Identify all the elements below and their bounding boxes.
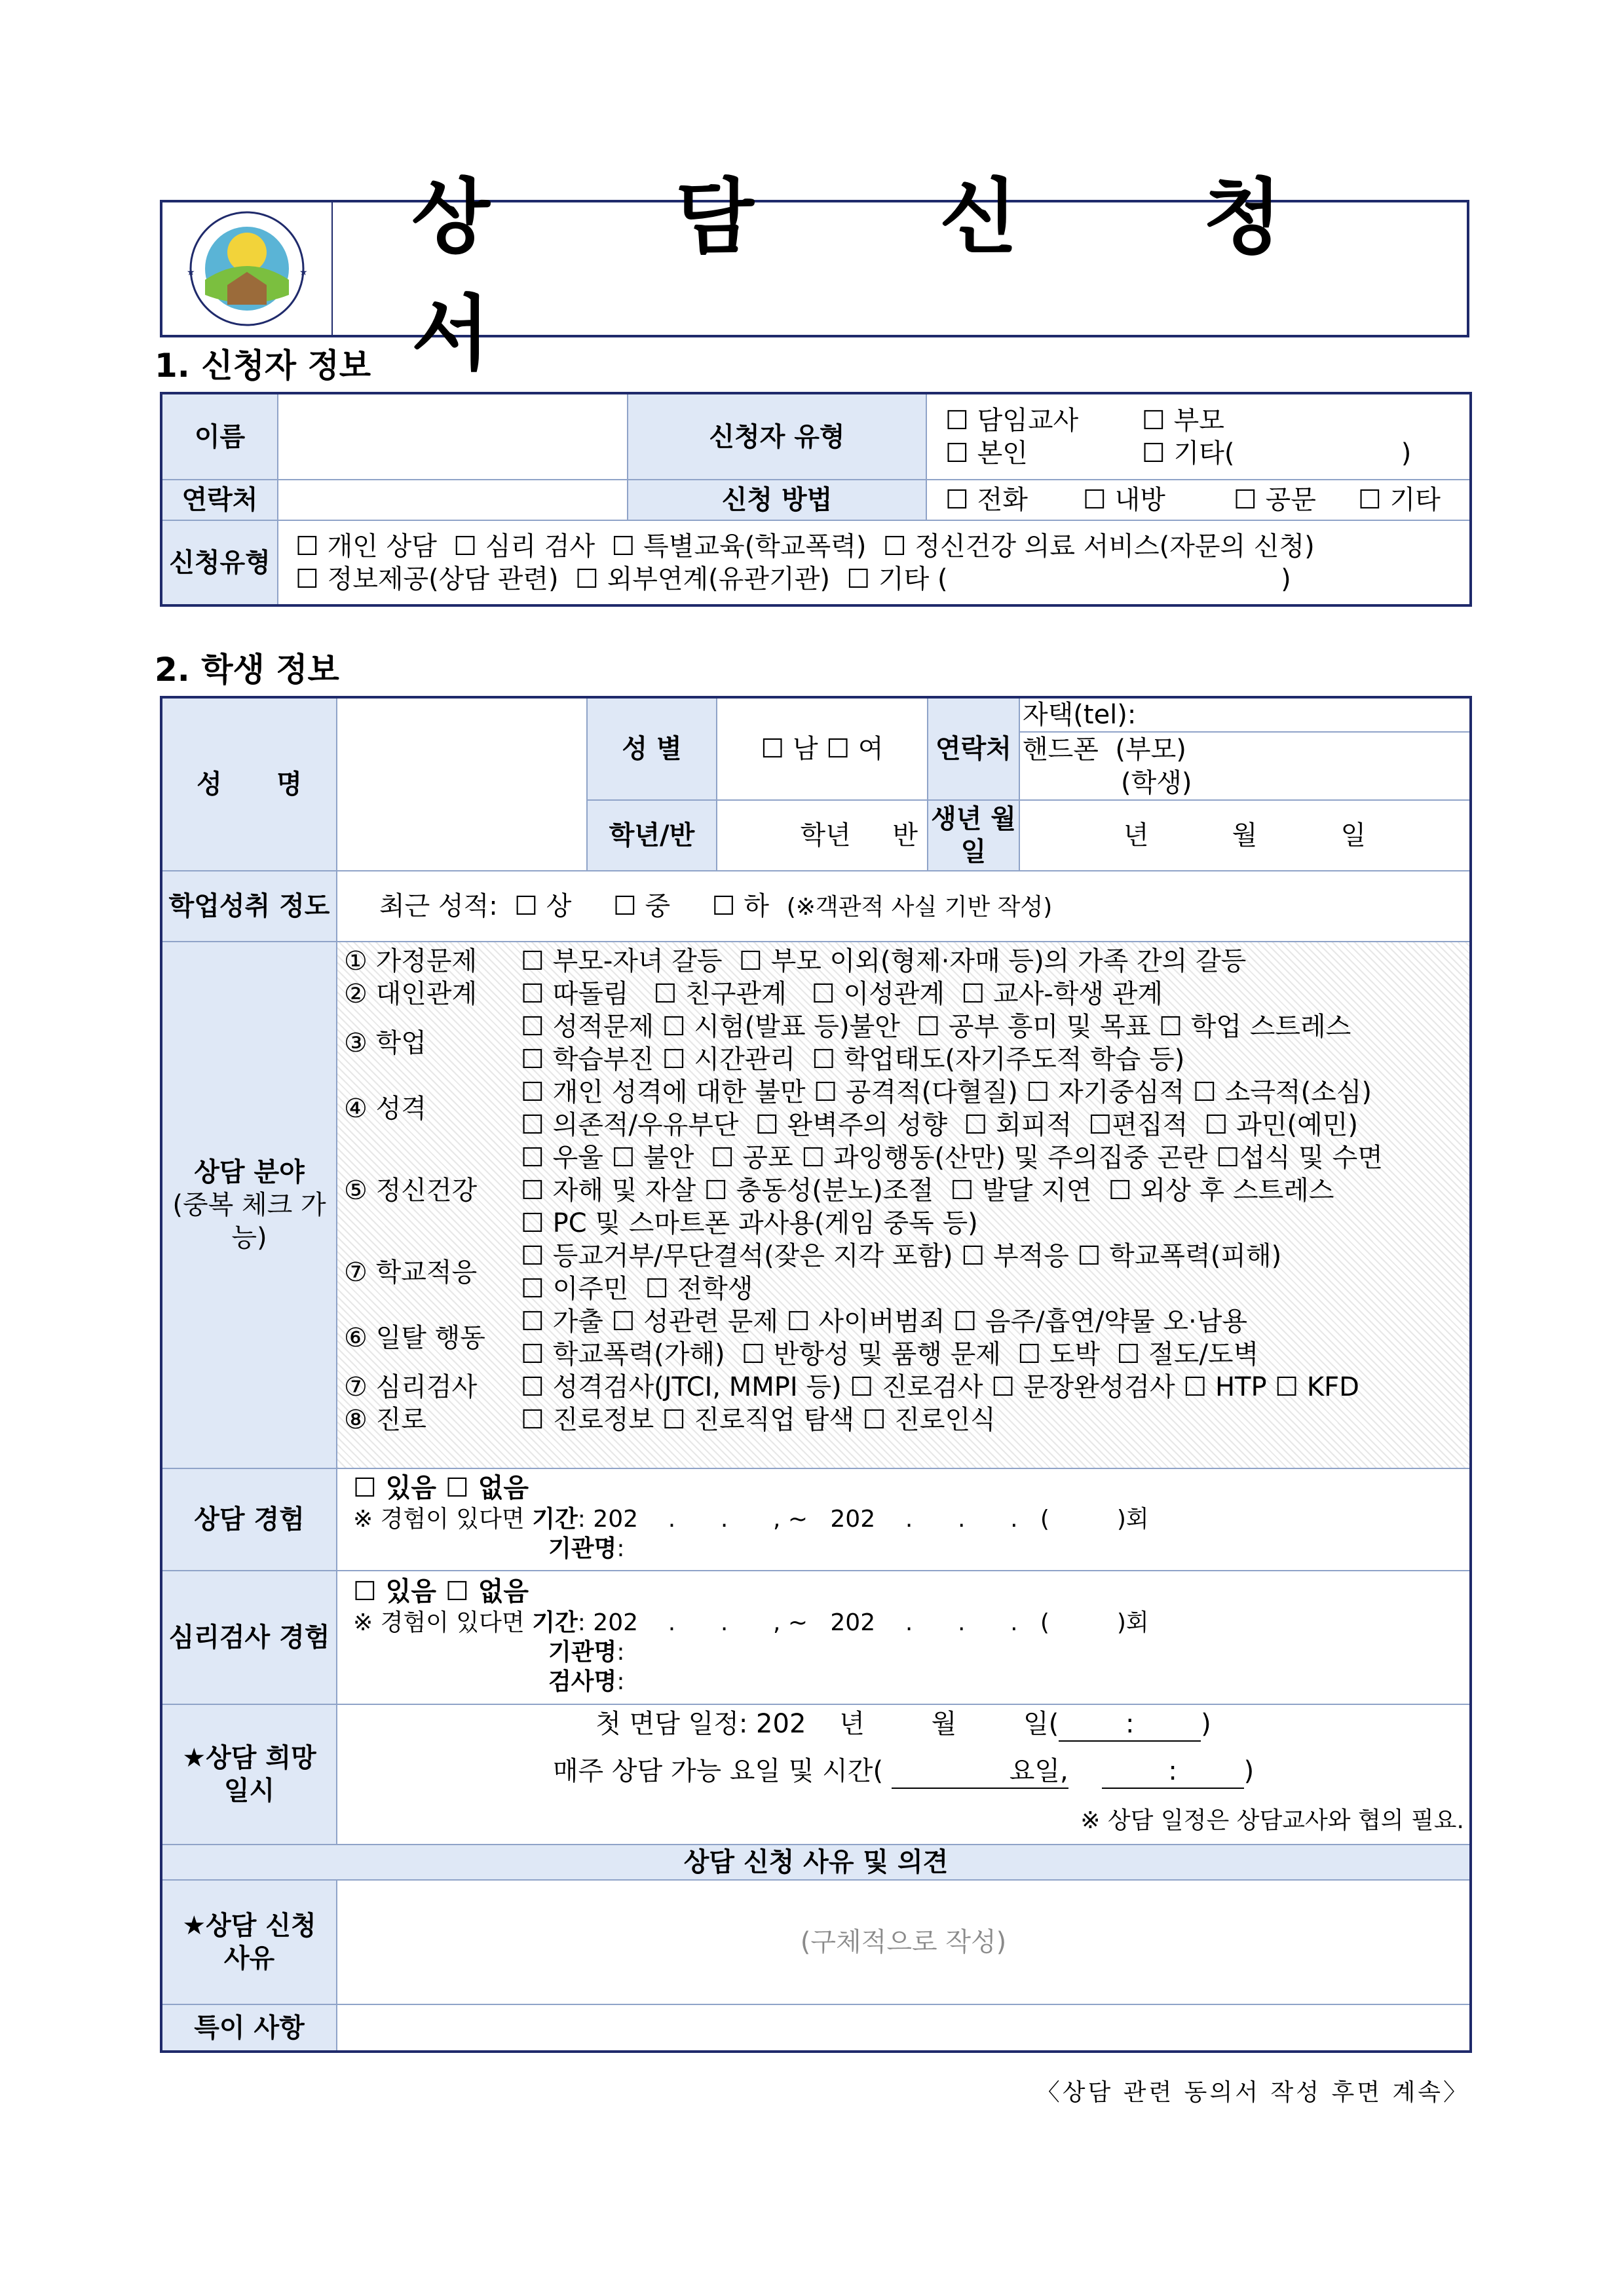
counseling-field-checkbox-line[interactable]: ☐ 학습부진 ☐ 시간관리 ☐ 학업태도(자기주도적 학습 등) [521,1044,1185,1075]
counseling-field-options-group [521,1371,1469,1404]
checkbox-visit[interactable]: ☐ 내방 [1083,485,1165,515]
psych-exp-period[interactable]: ※ 경험이 있다면 기간: 202 . . , ~ 202 . . . ( )회 [353,1609,1149,1636]
request-type-row2[interactable]: ☐ 정보제공(상담 관련) ☐ 외부연계(유관기관) ☐ 기타 ( ) [295,564,1291,594]
counseling-field-options-group [521,1305,1469,1371]
request-type-row1[interactable]: ☐ 개인 상담 ☐ 심리 검사 ☐ 특별교육(학교폭력) ☐ 정신건강 의료 서비스(자문의 신청) [295,531,1315,562]
student-name-label: 성 명 [161,697,337,871]
student-info-table [160,696,1472,2053]
schedule-label: ★상담 희망 일시 [161,1704,337,1845]
counseling-field-checkbox-line[interactable]: ☐ 등교거부/무단결석(잦은 지각 포함) ☐ 부적응 ☐ 학교폭력(피해) [521,1241,1282,1271]
applicant-contact-field[interactable] [278,480,628,520]
counsel-exp-label: 상담 경험 [161,1468,337,1571]
request-type-options [278,520,1471,605]
counseling-field-options-group [521,1141,1469,1240]
counseling-field-checkbox-line[interactable]: ☐ 개인 성격에 대한 불만 ☐ 공격적(다혈질) ☐ 자기중심적 ☐ 소극적(소심) [521,1077,1372,1107]
grade-class-field[interactable]: 학년 반 [717,800,928,871]
counseling-field-options-group [521,945,1469,978]
counseling-field-options-group [521,1076,1469,1141]
applicant-info-table [160,392,1472,607]
weekly-availability-row[interactable]: 매주 상담 가능 요일 및 시간( 요일, : ) [343,1755,1464,1789]
request-method-options [926,480,1471,520]
checkbox-parent[interactable]: ☐ 부모 [1142,405,1224,436]
special-notes-field[interactable] [337,2004,1471,2052]
counseling-field-checkbox-line[interactable]: ☐ 성격검사(JTCI, MMPI 등) ☐ 진로검사 ☐ 문장완성검사 ☐ HTP ☐ KFD [521,1372,1359,1402]
request-method-label: 신청 방법 [628,480,926,520]
achievement-label: 학업성취 정도 [161,871,337,942]
counseling-field-options [337,942,1471,1468]
student-name-field[interactable] [337,697,587,871]
schedule-block [337,1704,1471,1845]
reason-field[interactable]: (구체적으로 작성) [337,1880,1471,2004]
home-phone-field[interactable]: 자택(tel): [1019,697,1471,732]
counseling-field-checkbox-line[interactable]: ☐ 부모-자녀 갈등 ☐ 부모 이외(형제·자매 등)의 가족 간의 갈등 [521,946,1247,976]
svg-text:★: ★ [299,267,308,278]
reason-label: ★상담 신청 사유 [161,1880,337,2004]
psych-exp-label: 심리검사 경험 [161,1571,337,1704]
counseling-field-category: ④ 성격 [344,1094,426,1124]
counseling-field-category: ③ 학업 [344,1028,426,1058]
schedule-note: ※ 상담 일정은 상담교사와 협의 필요. [1080,1807,1464,1834]
birthdate-field[interactable]: 년 월 일 [1019,800,1471,871]
checkbox-official-letter[interactable]: ☐ 공문 [1234,485,1316,515]
counseling-field-category: ⑦ 학교적응 [344,1257,478,1288]
special-notes-label: 특이 사항 [161,2004,337,2052]
counseling-field-checkbox-line[interactable]: ☐ 우울 ☐ 불안 ☐ 공포 ☐ 과잉행동(산만) 및 주의집중 곤란 ☐섭식 및 수면 [521,1143,1383,1173]
counseling-field-title: 상담 분야 [194,1157,305,1187]
counseling-field-category: ⑧ 진로 [344,1405,426,1435]
counseling-field-checkbox-line[interactable]: ☐ 진로정보 ☐ 진로직업 탐색 ☐ 진로인식 [521,1405,996,1435]
gender-label: 성 별 [587,697,717,800]
counsel-exp-block [337,1468,1471,1571]
psych-exp-yesno[interactable]: ☐ 있음 ☐ 없음 [353,1577,529,1607]
parent-mobile-field[interactable]: 핸드폰 (부모) [1019,732,1471,766]
achievement-grade-checkboxes[interactable]: 최근 성적: ☐ 상 ☐ 중 ☐ 하 [379,891,769,921]
applicant-name-field[interactable] [278,393,628,480]
applicant-type-label: 신청자 유형 [628,393,926,480]
counseling-field-options-group [521,978,1469,1010]
checkbox-homeroom-teacher[interactable]: ☐ 담임교사 [945,405,1079,436]
psych-exp-agency[interactable]: 기관명: [548,1639,625,1666]
counseling-field-checkbox-line[interactable]: ☐ 의존적/우유부단 ☐ 완벽주의 성향 ☐ 회피적 ☐편집적 ☐ 과민(예민) [521,1110,1358,1140]
counseling-field-row [344,1404,1469,1436]
counseling-field-category: ① 가정문제 [344,946,478,976]
counsel-exp-agency[interactable]: 기관명: [548,1535,625,1562]
applicant-contact-label: 연락처 [161,480,278,520]
counseling-field-row [344,1141,1469,1240]
title-cell [333,170,1467,381]
counseling-field-category: ⑥ 일탈 행동 [344,1323,485,1353]
counseling-field-sublabel: (중복 체크 가능) [172,1190,326,1253]
psych-exp-test-name[interactable]: 검사명: [548,1668,625,1695]
counseling-field-options-group [521,1240,1469,1305]
student-mobile-field[interactable]: (학생) [1019,766,1471,800]
counseling-field-checkbox-line[interactable]: ☐ PC 및 스마트폰 과사용(게임 중독 등) [521,1208,978,1238]
first-meeting-row[interactable]: 첫 면담 일정: 202 년 월 일( : ) [343,1708,1464,1742]
counseling-field-checkbox-line[interactable]: ☐ 따돌림 ☐ 친구관계 ☐ 이성관계 ☐ 교사-학생 관계 [521,979,1163,1009]
reason-section-header: 상담 신청 사유 및 의견 [161,1845,1471,1880]
counseling-field-row [344,945,1469,978]
counseling-field-options-group [521,1404,1469,1436]
footer-note: 〈상담 관련 동의서 작성 후면 계속〉 [1036,2079,1469,2106]
counseling-field-checkbox-line[interactable]: ☐ 가출 ☐ 성관련 문제 ☐ 사이버범죄 ☐ 음주/흡연/약물 오·남용 [521,1307,1247,1337]
request-type-label: 신청유형 [161,520,278,605]
counseling-field-checkbox-line[interactable]: ☐ 성적문제 ☐ 시험(발표 등)불안 ☐ 공부 흥미 및 목표 ☐ 학업 스트레스 [521,1012,1351,1042]
counseling-field-checkbox-line[interactable]: ☐ 학교폭력(가해) ☐ 반항성 및 품행 문제 ☐ 도박 ☐ 절도/도벽 [521,1339,1259,1369]
counseling-field-row [344,1010,1469,1076]
counseling-field-checkbox-line[interactable]: ☐ 자해 및 자살 ☐ 충동성(분노)조절 ☐ 발달 지연 ☐ 외상 후 스트레스 [521,1176,1334,1206]
counseling-field-row [344,1371,1469,1404]
achievement-options[interactable] [337,871,1471,942]
checkbox-phone[interactable]: ☐ 전화 [945,485,1028,515]
gender-options[interactable]: ☐ 남 ☐ 여 [717,697,928,800]
counseling-field-category: ⑤ 정신건강 [344,1176,478,1206]
checkbox-method-other[interactable]: ☐ 기타 [1358,485,1441,515]
section2-heading: 2. 학생 정보 [155,651,339,689]
counseling-field-label [161,942,337,1468]
counseling-field-row [344,1305,1469,1371]
student-contact-label: 연락처 [928,697,1019,800]
counseling-field-options-group [521,1010,1469,1076]
achievement-note: (※객관적 사실 기반 작성) [786,894,1053,921]
counsel-exp-yesno[interactable]: ☐ 있음 ☐ 없음 [353,1473,529,1503]
psych-exp-block [337,1571,1471,1704]
school-logo-icon [175,206,319,331]
counseling-field-row [344,978,1469,1010]
grade-class-label: 학년/반 [587,800,717,871]
birthdate-label: 생년 월일 [928,800,1019,871]
applicant-name-label: 이름 [161,393,278,480]
counseling-field-list [344,945,1469,1436]
checkbox-other[interactable]: ☐ 기타( ) [1142,438,1412,469]
counsel-exp-period[interactable]: ※ 경험이 있다면 기간: 202 . . , ~ 202 . . . ( )회 [353,1506,1149,1533]
counseling-field-row [344,1240,1469,1305]
counseling-field-category: ② 대인관계 [344,979,478,1009]
section1-heading: 1. 신청자 정보 [155,347,371,385]
counseling-field-checkbox-line[interactable]: ☐ 이주민 ☐ 전학생 [521,1274,753,1304]
school-logo [162,202,333,335]
svg-text:★: ★ [187,267,195,278]
applicant-type-options [926,393,1471,480]
counseling-field-row [344,1076,1469,1141]
counseling-field-category: ⑦ 심리검사 [344,1372,478,1402]
page-title: 상 담 신 청 서 [411,170,1361,381]
checkbox-self[interactable]: ☐ 본인 [945,438,1028,469]
